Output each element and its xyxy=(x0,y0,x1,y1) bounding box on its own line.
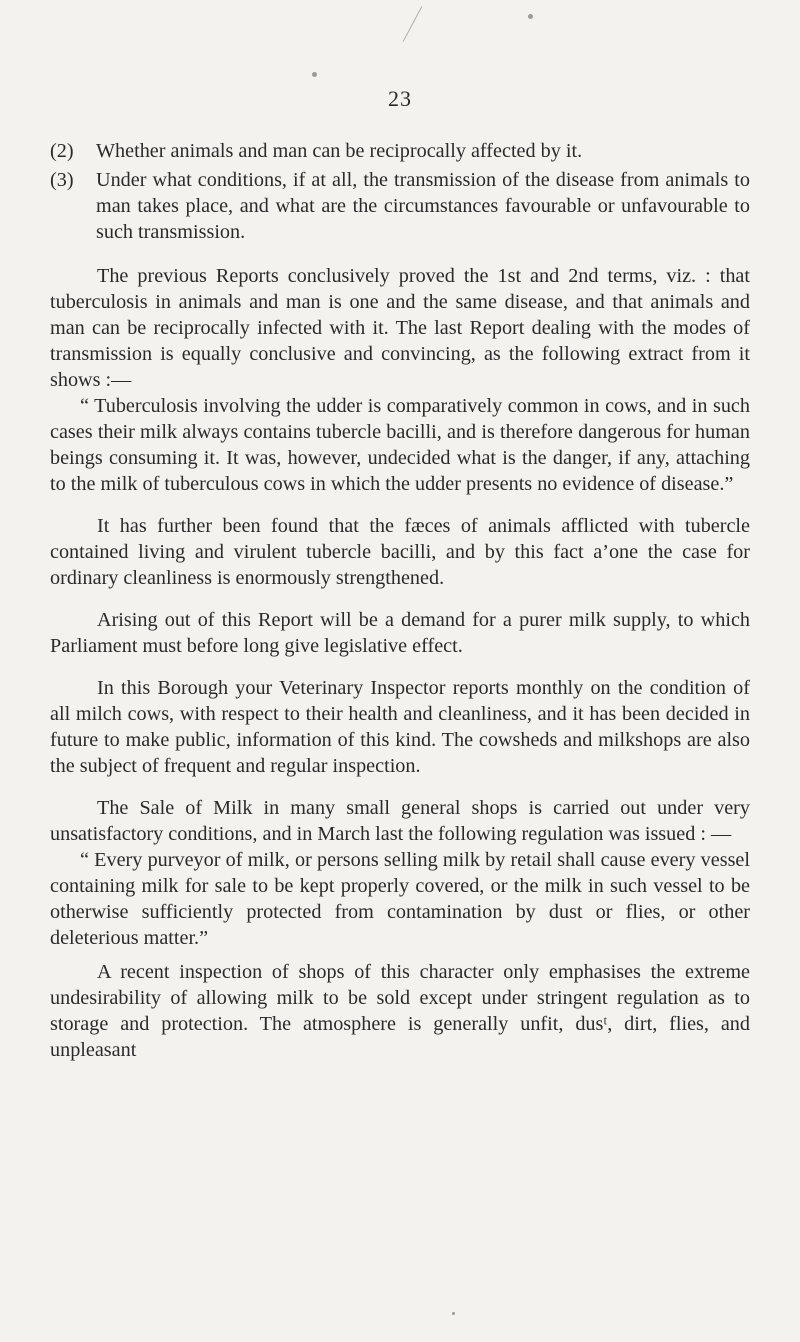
stray-pencil-mark xyxy=(403,6,423,42)
quote-regulation: “ Every purveyor of milk, or persons selling milk by retail shall cause every vessel containing milk for sale to be kept properly covered, or the milk in such vessel to be otherwise sufficiently protected from contamination by dust or flies, or other deleterious matter.” xyxy=(50,849,750,949)
paragraph-faeces-finding: It has further been found that the fæces of animals afflicted with tubercle contained living and virulent tubercle bacilli, and by this fact a’one the case for ordinary cleanliness is enormously strengthened. xyxy=(50,515,750,589)
numbered-item xyxy=(50,138,750,164)
stray-ink-dot xyxy=(528,14,533,19)
paragraph-borough-inspection: In this Borough your Veterinary Inspector reports monthly on the condition of all milch cows, with respect to their health and cleanliness, and it has been decided in future to make public, information of this kind. The cowsheds and milkshops are also the subject of frequent and regular inspection. xyxy=(50,677,750,777)
stray-ink-dot xyxy=(452,1312,455,1315)
item-text: Under what conditions, if at all, the transmission of the disease from animals to man takes place, and what are the circumstances favourable or unfavourable to such transmission. xyxy=(96,169,750,243)
page-body xyxy=(50,138,750,1063)
page-number: 23 xyxy=(388,86,412,111)
stray-ink-dot xyxy=(312,72,317,77)
paragraph-sale-of-milk: The Sale of Milk in many small general shops is carried out under very unsatisfactory conditions, and in March last the following regulation was issued : — xyxy=(50,797,750,845)
paragraph-purer-milk: Arising out of this Report will be a demand for a purer milk supply, to which Parliament must before long give legislative effect. xyxy=(50,609,750,657)
paragraph-recent-inspection: A recent inspection of shops of this character only emphasises the extreme undesirability of allowing milk to be sold except under stringent regulation as to storage and protection. The atmosphere is generally unfit, dusᵗ, dirt, flies, and unpleasant xyxy=(50,961,750,1061)
quote-report-extract: “ Tuberculosis involving the udder is comparatively common in cows, and in such cases their milk always contains tubercle bacilli, and is therefore dangerous for human beings consuming it. It was, however, undecided what is the danger, if any, attaching to the milk of tuberculous cows in which the udder presents no evidence of disease.” xyxy=(50,395,750,495)
item-number: (3) xyxy=(50,169,74,191)
item-text: Whether animals and man can be reciprocally affected by it. xyxy=(96,140,583,162)
item-number: (2) xyxy=(50,140,74,162)
paragraph-previous-reports: The previous Reports conclusively proved the 1st and 2nd terms, viz. : that tuberculosis in animals and man is one and the same disease, and that animals and man can be reciprocally infected with it. The last Report dealing with the modes of transmission is equally conclusive and convincing, as the following extract from it shows :— xyxy=(50,265,750,391)
numbered-item xyxy=(50,167,750,245)
